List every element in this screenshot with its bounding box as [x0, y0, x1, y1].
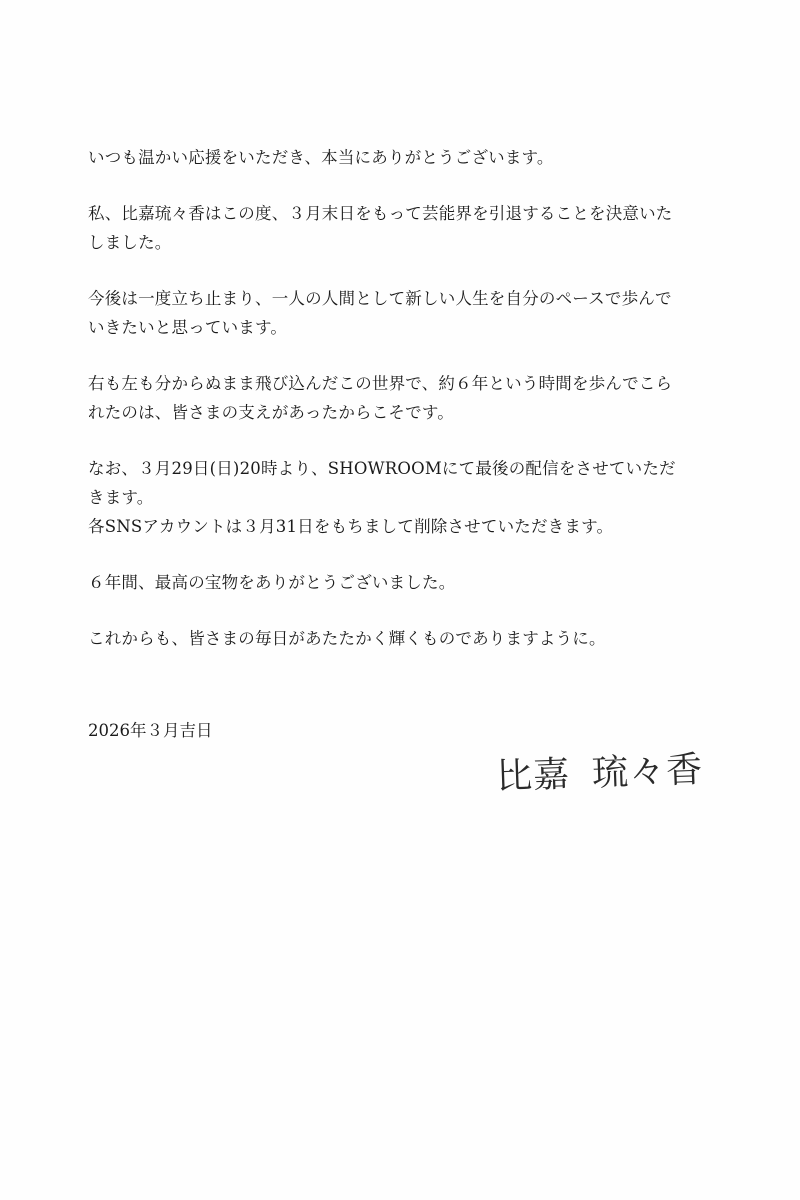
paragraph-line: 今後は一度立ち止まり、一人の人間として新しい人生を自分のペースで歩んで — [88, 289, 672, 308]
paragraph-line: しました。 — [88, 233, 172, 252]
letter-date: 2026年３月吉日 — [88, 721, 213, 740]
paragraph-line: 右も左も分からぬまま飛び込んだこの世界で、約６年という時間を歩んでこら — [88, 374, 673, 393]
paragraph-line: きます。 — [88, 488, 154, 507]
letter-body — [88, 143, 728, 680]
signature-gap — [571, 785, 593, 786]
paragraph-line: いつも温かい応援をいただき、本当にありがとうございます。 — [88, 148, 554, 167]
paragraph-line: なお、３月29日(日)20時より、SHOWROOMにて最後の配信をさせていただ — [88, 459, 676, 478]
paragraph-line: いきたいと思っています。 — [88, 318, 288, 337]
handwritten-signature — [495, 741, 704, 799]
paragraph-thanks — [88, 568, 728, 597]
paragraph-future-plans — [88, 284, 728, 342]
paragraph-line: 各SNSアカウントは３月31日をもちまして削除させていただきます。 — [88, 517, 614, 536]
signature-given-name: 琉々香 — [591, 749, 704, 795]
paragraph-closing-wish — [88, 624, 728, 653]
paragraph-line: れたのは、皆さまの支えがあったからこそです。 — [88, 403, 454, 422]
paragraph-retirement-announcement — [88, 199, 728, 257]
paragraph-line: 私、比嘉琉々香はこの度、３月末日をもって芸能界を引退することを決意いた — [88, 204, 673, 223]
signature-family-name: 比嘉 — [495, 754, 571, 798]
paragraph-line: ６年間、最高の宝物をありがとうございました。 — [88, 573, 456, 592]
paragraph-gratitude — [88, 369, 728, 427]
paragraph-line: これからも、皆さまの毎日があたたかく輝くものでありますように。 — [88, 629, 606, 648]
paragraph-final-stream-notice — [88, 454, 728, 541]
paragraph-greeting — [88, 143, 728, 172]
